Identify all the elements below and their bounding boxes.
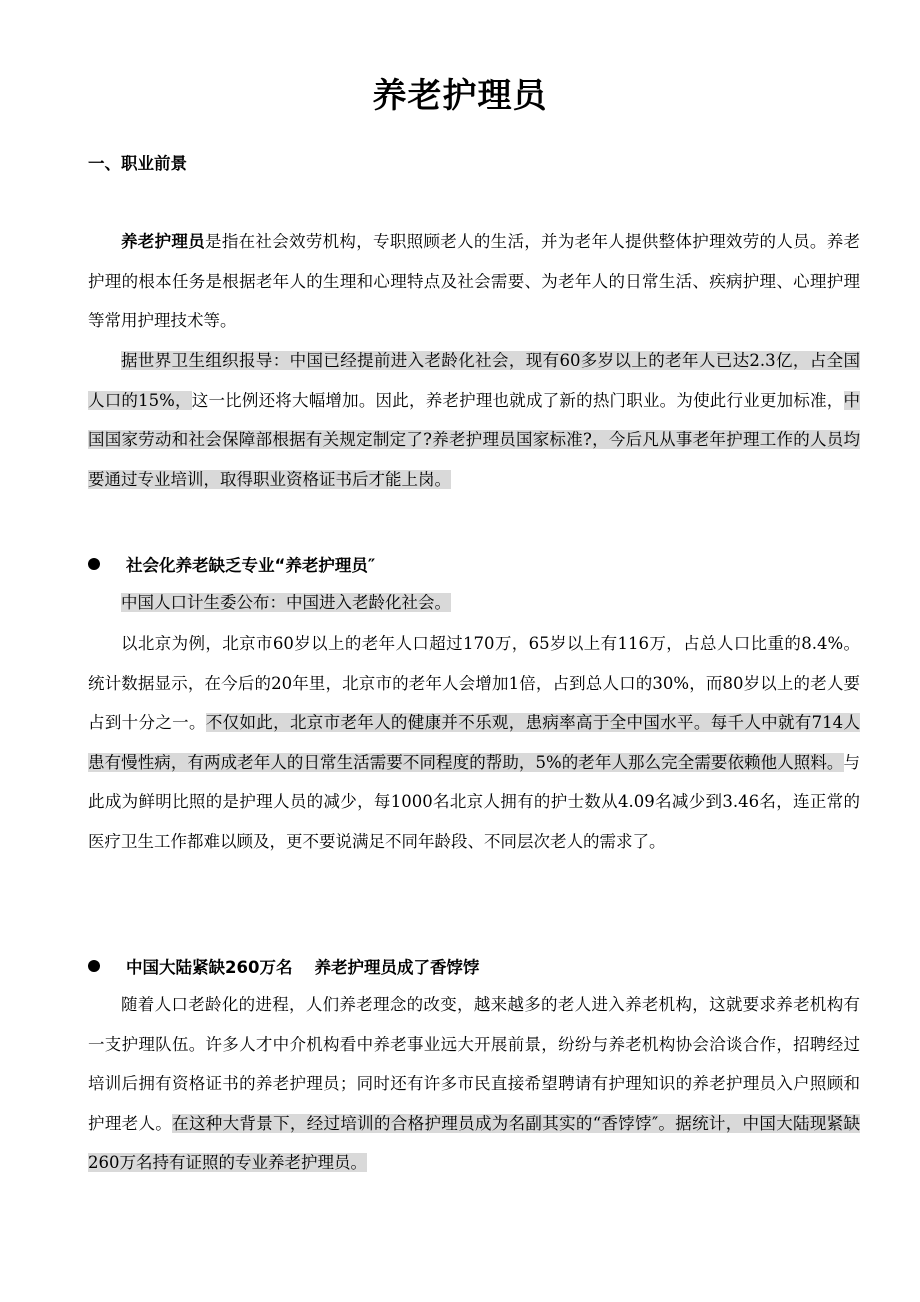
text: 以北京为例，北京市60岁以上的老年人口超过170万，65岁以上有116万，占总人口比重的8.4%。统计数据显示，在今后的20年里，北京市的老年人会增加1倍，占到总人口的30%，而80岁以上的老人要占到十分之一。: [88, 634, 860, 732]
term-bold: 养老护理员: [121, 232, 206, 251]
highlighted-text: 中国国家劳动和社会保障部根据有关规定制定了?养老护理员国家标准?，今后凡从事老年护理工作的人员均要通过专业培训，取得职业资格证书后才能上岗。: [88, 390, 860, 489]
bullet-heading-social-care: [88, 552, 375, 576]
text: 随着人口老龄化的进程，人们养老理念的改变，越来越多的老人进入养老机构，这就要求养老机构有一支护理队伍。许多人才中介机构看中养老事业远大开展前景，纷纷与养老机构协会洽谈合作，招聘经过培训后拥有资格证书的养老护理员；同时还有许多市民直接希望聘请有护理知识的养老护理员入户照顾和护理老人。: [88, 995, 860, 1133]
text: 是指在社会效劳机构，专职照顾老人的生活，并为老年人提供整体护理效劳的人员。养老护理的根本任务是根据老年人的生理和心理特点及社会需要、为老年人的日常生活、疾病护理、心理护理等常用护理技术等。: [88, 232, 861, 330]
paragraph-definition: [88, 222, 860, 341]
paragraph-beijing-example: [88, 624, 860, 861]
bullet-icon: [88, 960, 100, 972]
paragraph-who-report: [88, 341, 860, 499]
bullet-heading-text: 社会化养老缺乏专业“养老护理员″: [126, 556, 376, 575]
bullet-heading-text-b: 养老护理员成了香饽饽: [314, 958, 480, 977]
paragraph-announcement: [88, 583, 860, 623]
bullet-heading-text-a: 中国大陆紧缺260万名: [126, 958, 293, 977]
bullet-icon: [88, 558, 100, 570]
page-title: 养老护理员: [372, 76, 548, 116]
highlighted-text: 不仅如此，北京市老年人的健康并不乐观，患病率高于全中国水平。每千人中就有714人患有慢性病，有两成老年人的日常生活需要不同程度的帮助，5%的老年人那么完全需要依赖他人照料。: [88, 713, 860, 772]
bullet-heading-shortage: [88, 954, 479, 978]
paragraph-shortage: [88, 985, 860, 1183]
highlighted-text: 中国人口计生委公布：中国进入老龄化社会。: [121, 593, 451, 612]
section-heading-career-prospects: 一、职业前景: [88, 154, 187, 173]
highlighted-text: 在这种大背景下，经过培训的合格护理员成为名副其实的“香饽饽″。据统计，中国大陆现紧缺260万名持有证照的专业养老护理员。: [88, 1113, 860, 1172]
highlighted-text: 据世界卫生组织报导：中国已经提前进入老龄化社会，现有60多岁以上的老年人已达2.3亿，占全国人口的15%，: [88, 351, 860, 410]
text: 与此成为鲜明比照的是护理人员的减少，每1000名北京人拥有的护士数从4.09名减少到3.46名，连正常的医疗卫生工作都难以顾及，更不要说满足不同年龄段、不同层次老人的需求了。: [88, 752, 860, 851]
text: 这一比例还将大幅增加。因此，养老护理也就成了新的热门职业。为使此行业更加标准，: [191, 390, 844, 410]
